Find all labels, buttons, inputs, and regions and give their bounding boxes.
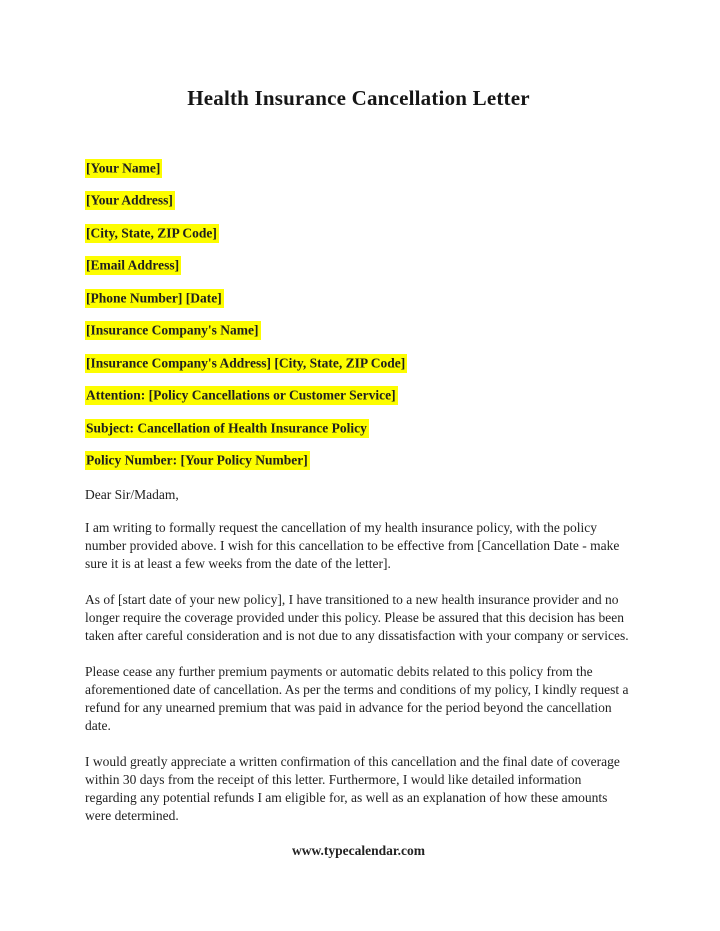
field-insurance-company-name — [85, 324, 632, 338]
header-fields-block — [85, 161, 632, 467]
salutation: Dear Sir/Madam, — [85, 487, 179, 502]
highlighted-placeholder: Attention: [Policy Cancellations or Customer Service] — [85, 386, 398, 405]
highlighted-placeholder: Policy Number: [Your Policy Number] — [85, 451, 310, 470]
field-your-name — [85, 161, 632, 175]
highlighted-placeholder: [Your Name] — [85, 159, 162, 178]
document-title: Health Insurance Cancellation Letter — [187, 86, 530, 110]
field-policy-number — [85, 454, 632, 468]
field-city-state-zip — [85, 226, 632, 240]
highlighted-placeholder: [City, State, ZIP Code] — [85, 224, 219, 243]
highlighted-placeholder: [Email Address] — [85, 256, 181, 275]
field-subject-line — [85, 421, 632, 435]
footer-website-url: www.typecalendar.com — [292, 843, 425, 858]
field-attention-line — [85, 389, 632, 403]
highlighted-placeholder: [Your Address] — [85, 191, 175, 210]
highlighted-placeholder: [Phone Number] [Date] — [85, 289, 224, 308]
highlighted-placeholder: [Insurance Company's Address] [City, State, ZIP Code] — [85, 354, 407, 373]
paragraph-cancellation-request: I am writing to formally request the cancellation of my health insurance policy, with the policy number provided above. I wish for this cancellation to be effective from [Cancellation Date - make sure it is at least a few weeks from the date of the letter]. — [85, 520, 620, 571]
field-insurance-company-address — [85, 356, 632, 370]
field-your-address — [85, 194, 632, 208]
field-phone-date — [85, 291, 632, 305]
paragraph-new-provider: As of [start date of your new policy], I have transitioned to a new health insurance provider and no longer require the coverage provided under this policy. Please be assured that this decision has been taken after careful consideration and is not due to any dissatisfaction with your company or services. — [85, 592, 629, 643]
field-email-address — [85, 259, 632, 273]
highlighted-placeholder: [Insurance Company's Name] — [85, 321, 261, 340]
paragraph-stop-payments: Please cease any further premium payments or automatic debits related to this policy from the aforementioned date of cancellation. As per the terms and conditions of my policy, I kindly request a refund for any unearned premium that was paid in advance for the period beyond the cancellation date. — [85, 664, 629, 733]
highlighted-placeholder: Subject: Cancellation of Health Insurance Policy — [85, 419, 369, 438]
paragraph-confirmation-request: I would greatly appreciate a written confirmation of this cancellation and the final date of coverage within 30 days from the receipt of this letter. Furthermore, I would like detailed information regarding any potential refunds I am eligible for, as well as an explanation of how these amounts were determined. — [85, 754, 620, 823]
